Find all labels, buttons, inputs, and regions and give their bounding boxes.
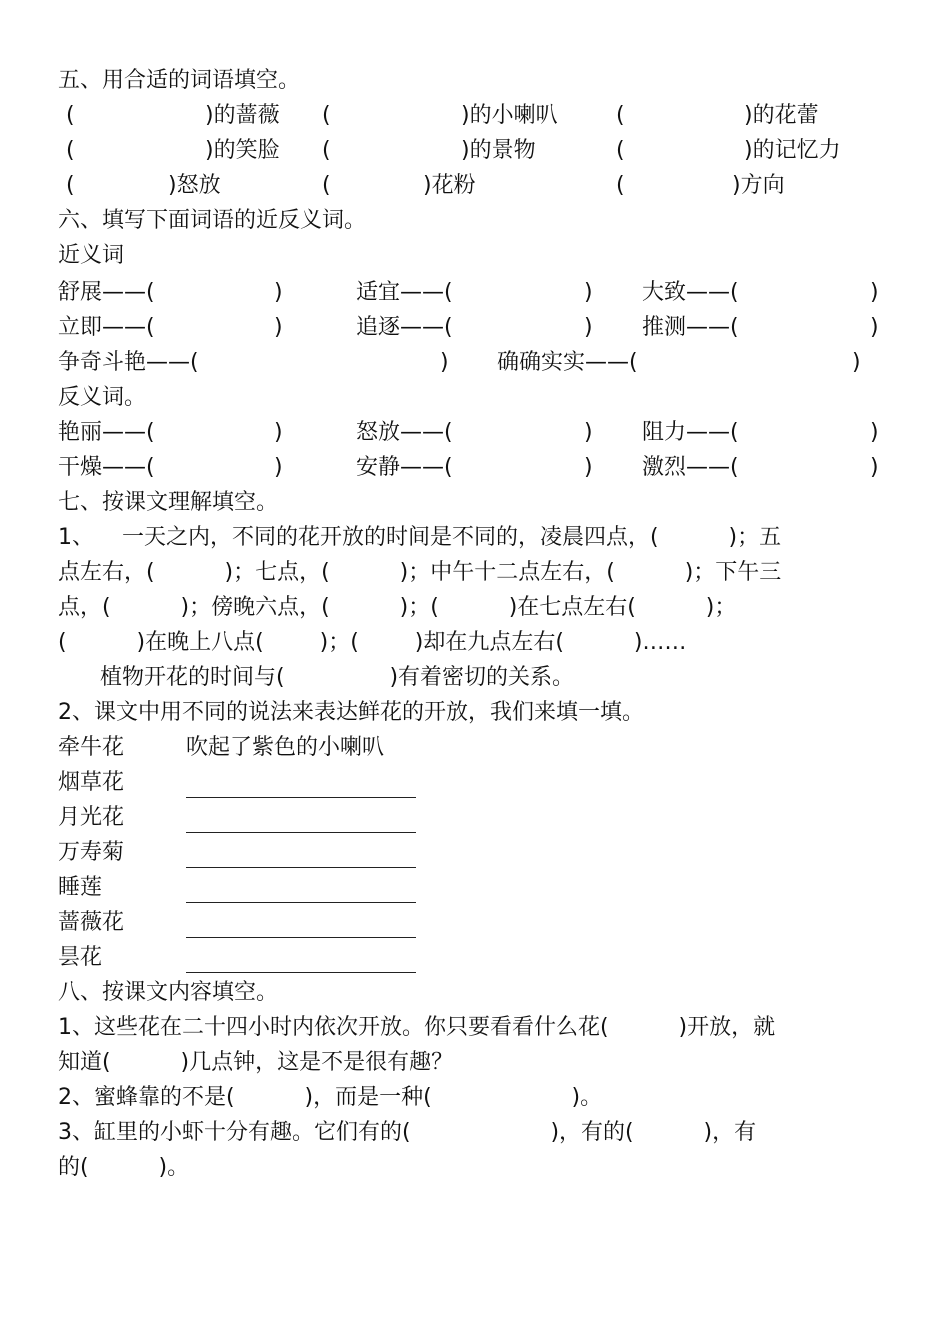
synonym-item: 立即——( bbox=[58, 315, 155, 340]
antonym-item: 安静——( bbox=[356, 455, 453, 480]
antonym-item: 怒放——( bbox=[356, 420, 453, 445]
answer-line[interactable] bbox=[186, 972, 416, 973]
synonym-item: 追逐——( bbox=[356, 315, 453, 340]
flower-name: 牵牛花 bbox=[58, 735, 125, 760]
flower-name: 烟草花 bbox=[58, 770, 125, 795]
paren-close: ) bbox=[870, 280, 879, 305]
paren-close: ) bbox=[274, 280, 283, 305]
antonym-item: 艳丽——( bbox=[58, 420, 155, 445]
section-8-title: 八、按课文内容填空。 bbox=[58, 980, 279, 1005]
synonym-heading: 近义词 bbox=[58, 243, 125, 268]
sec8-line: 知道( )几点钟，这是不是很有趣？ bbox=[58, 1050, 454, 1075]
fill-paren-open: ( bbox=[616, 138, 625, 163]
flower-name: 万寿菊 bbox=[58, 840, 125, 865]
paren-close: ) bbox=[584, 455, 593, 480]
paren-close: ) bbox=[870, 420, 879, 445]
synonym-item: 大致——( bbox=[642, 280, 739, 305]
q1-line: ( )在晚上八点( )；( )却在九点左右( )…… bbox=[58, 630, 687, 655]
synonym-item: 适宜——( bbox=[356, 280, 453, 305]
q1-line: 1、 一天之内，不同的花开放的时间是不同的，凌晨四点，( )；五 bbox=[58, 525, 782, 550]
paren-close: ) bbox=[274, 315, 283, 340]
synonym-item: 推测——( bbox=[642, 315, 739, 340]
sec8-line: 的( )。 bbox=[58, 1155, 190, 1180]
fill-phrase: )的花蕾 bbox=[744, 103, 819, 128]
fill-paren-open: ( bbox=[322, 103, 331, 128]
q1-line: 点左右，( )；七点，( )；中午十二点左右，( )；下午三 bbox=[58, 560, 782, 585]
answer-line[interactable] bbox=[186, 797, 416, 798]
synonym-item: 舒展——( bbox=[58, 280, 155, 305]
paren-close: ) bbox=[852, 350, 861, 375]
fill-phrase: )的笑脸 bbox=[205, 138, 280, 163]
fill-phrase: )的景物 bbox=[461, 138, 536, 163]
antonym-item: 干燥——( bbox=[58, 455, 155, 480]
paren-close: ) bbox=[274, 455, 283, 480]
answer-line[interactable] bbox=[186, 937, 416, 938]
section-7-title: 七、按课文理解填空。 bbox=[58, 490, 279, 515]
synonym-item: 确确实实——( bbox=[497, 350, 638, 375]
answer-line[interactable] bbox=[186, 902, 416, 903]
antonym-heading: 反义词。 bbox=[58, 385, 147, 410]
fill-phrase: )怒放 bbox=[168, 173, 221, 198]
antonym-item: 阻力——( bbox=[642, 420, 739, 445]
paren-close: ) bbox=[870, 455, 879, 480]
synonym-item: 争奇斗艳——( bbox=[58, 350, 199, 375]
flower-name: 蔷薇花 bbox=[58, 910, 125, 935]
section-5-title: 五、用合适的词语填空。 bbox=[58, 68, 301, 93]
flower-name: 睡莲 bbox=[58, 875, 103, 900]
paren-close: ) bbox=[440, 350, 449, 375]
flower-name: 昙花 bbox=[58, 945, 103, 970]
fill-paren-open: ( bbox=[66, 173, 75, 198]
q2-title: 2、课文中用不同的说法来表达鲜花的开放，我们来填一填。 bbox=[58, 700, 644, 725]
answer-line[interactable] bbox=[186, 867, 416, 868]
sec8-line: 3、缸里的小虾十分有趣。它们有的( )，有的( )，有 bbox=[58, 1120, 757, 1145]
q1-line: 点，( )；傍晚六点，( )；( )在七点左右( )； bbox=[58, 595, 737, 620]
flower-answer: 吹起了紫色的小喇叭 bbox=[186, 735, 385, 760]
paren-close: ) bbox=[584, 315, 593, 340]
fill-phrase: )花粉 bbox=[423, 173, 476, 198]
fill-phrase: )方向 bbox=[732, 173, 785, 198]
fill-phrase: )的记忆力 bbox=[744, 138, 841, 163]
q1-line: 植物开花的时间与( )有着密切的关系。 bbox=[58, 665, 575, 690]
paren-close: ) bbox=[274, 420, 283, 445]
fill-paren-open: ( bbox=[66, 138, 75, 163]
sec8-line: 2、蜜蜂靠的不是( )，而是一种( )。 bbox=[58, 1085, 603, 1110]
answer-line[interactable] bbox=[186, 832, 416, 833]
paren-close: ) bbox=[584, 420, 593, 445]
fill-paren-open: ( bbox=[66, 103, 75, 128]
fill-paren-open: ( bbox=[322, 173, 331, 198]
paren-close: ) bbox=[584, 280, 593, 305]
fill-phrase: )的小喇叭 bbox=[461, 103, 558, 128]
antonym-item: 激烈——( bbox=[642, 455, 739, 480]
fill-phrase: )的蔷薇 bbox=[205, 103, 280, 128]
flower-name: 月光花 bbox=[58, 805, 125, 830]
fill-paren-open: ( bbox=[322, 138, 331, 163]
sec8-line: 1、这些花在二十四小时内依次开放。你只要看看什么花( )开放，就 bbox=[58, 1015, 776, 1040]
section-6-title: 六、填写下面词语的近反义词。 bbox=[58, 208, 367, 233]
fill-paren-open: ( bbox=[616, 103, 625, 128]
fill-paren-open: ( bbox=[616, 173, 625, 198]
paren-close: ) bbox=[870, 315, 879, 340]
